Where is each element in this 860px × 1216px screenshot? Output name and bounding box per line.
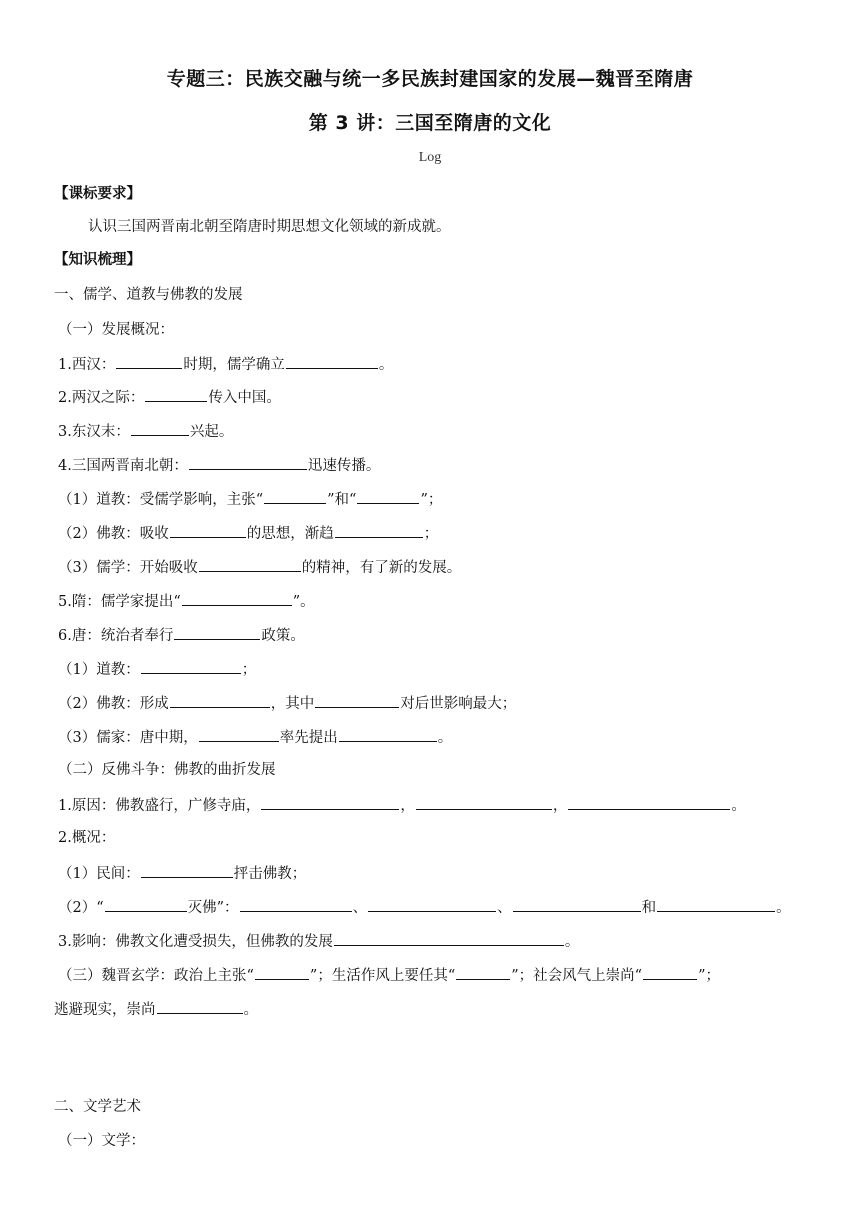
- blank-field[interactable]: [189, 454, 307, 470]
- item-effect: 3.影响：佛教文化遭受损失，但佛教的发展 。: [58, 930, 579, 952]
- blank-field[interactable]: [568, 794, 730, 810]
- blank-field[interactable]: [145, 386, 207, 402]
- blank-field[interactable]: [657, 896, 775, 912]
- sub3-heading: （一）文学：: [58, 1133, 145, 1149]
- blank-field[interactable]: [368, 896, 496, 912]
- page-title: 专题三：民族交融与统一多民族封建国家的发展—魏晋至隋唐: [166, 68, 694, 90]
- blank-field[interactable]: [240, 896, 352, 912]
- item-minjian: （1）民间： 抨击佛教；: [58, 862, 306, 884]
- blank-field[interactable]: [416, 794, 552, 810]
- item-lianghan: 2.两汉之际： 传入中国。: [58, 386, 281, 408]
- item-tang: 6.唐：统治者奉行 政策。: [58, 624, 305, 646]
- blank-field[interactable]: [105, 896, 187, 912]
- blank-field[interactable]: [261, 794, 399, 810]
- blank-field[interactable]: [131, 420, 189, 436]
- blank-field[interactable]: [199, 726, 279, 742]
- item-xuanxue: （三）魏晋玄学：政治上主张“ ”；生活作风上要任其“ ”；社会风气上崇尚“ ”；: [58, 964, 720, 986]
- blank-field[interactable]: [286, 353, 378, 369]
- blank-field[interactable]: [141, 658, 241, 674]
- item-overview: 2.概况：: [58, 830, 116, 846]
- blank-field[interactable]: [174, 624, 260, 640]
- item-reason: 1.原因：佛教盛行，广修寺庙， ， ， 。: [58, 794, 746, 816]
- lecture-subtitle: 第 3 讲：三国至隋唐的文化: [308, 112, 552, 134]
- blank-field[interactable]: [199, 556, 301, 572]
- item-tang-daojiao: （1）道教： ；: [58, 658, 256, 680]
- item-xuanxue-cont: 逃避现实，崇尚 。: [54, 998, 258, 1020]
- blank-field[interactable]: [116, 353, 182, 369]
- blank-field[interactable]: [334, 930, 564, 946]
- item-tang-fojiao: （2）佛教：形成 ，其中 对后世影响最大；: [58, 692, 516, 714]
- requirement-heading: 【课标要求】: [54, 186, 141, 202]
- item-xihan: 1.西汉： 时期，儒学确立 。: [58, 353, 393, 375]
- part2-heading: 二、文学艺术: [54, 1099, 141, 1115]
- blank-field[interactable]: [264, 488, 326, 504]
- sub1-heading: （一）发展概况：: [58, 322, 174, 338]
- log-label: Log: [418, 150, 442, 165]
- item-fojiao: （2）佛教：吸收 的思想，渐趋 ；: [58, 522, 438, 544]
- blank-field[interactable]: [315, 692, 399, 708]
- item-daojiao: （1）道教：受儒学影响，主张“ ”和“ ”；: [58, 488, 442, 510]
- blank-field[interactable]: [643, 964, 697, 980]
- item-miefo: （2）“ 灭佛”： 、 、 和 。: [58, 896, 791, 918]
- item-tang-rujia: （3）儒家：唐中期， 率先提出 。: [58, 726, 452, 748]
- blank-field[interactable]: [456, 964, 510, 980]
- sub2-heading: （二）反佛斗争：佛教的曲折发展: [58, 762, 276, 778]
- item-donghan: 3.东汉末： 兴起。: [58, 420, 233, 442]
- blank-field[interactable]: [182, 590, 292, 606]
- blank-field[interactable]: [513, 896, 641, 912]
- part1-heading: 一、儒学、道教与佛教的发展: [54, 287, 243, 303]
- knowledge-heading: 【知识梳理】: [54, 252, 141, 268]
- blank-field[interactable]: [357, 488, 419, 504]
- blank-field[interactable]: [335, 522, 423, 538]
- blank-field[interactable]: [255, 964, 309, 980]
- requirement-text: 认识三国两晋南北朝至隋唐时期思想文化领域的新成就。: [88, 219, 451, 235]
- blank-field[interactable]: [157, 998, 243, 1014]
- blank-field[interactable]: [339, 726, 437, 742]
- item-ruxue: （3）儒学：开始吸收 的精神，有了新的发展。: [58, 556, 461, 578]
- blank-field[interactable]: [141, 862, 233, 878]
- blank-field[interactable]: [170, 692, 270, 708]
- item-sui: 5.隋：儒学家提出“ ”。: [58, 590, 315, 612]
- blank-field[interactable]: [170, 522, 246, 538]
- item-sanguo: 4.三国两晋南北朝： 迅速传播。: [58, 454, 380, 476]
